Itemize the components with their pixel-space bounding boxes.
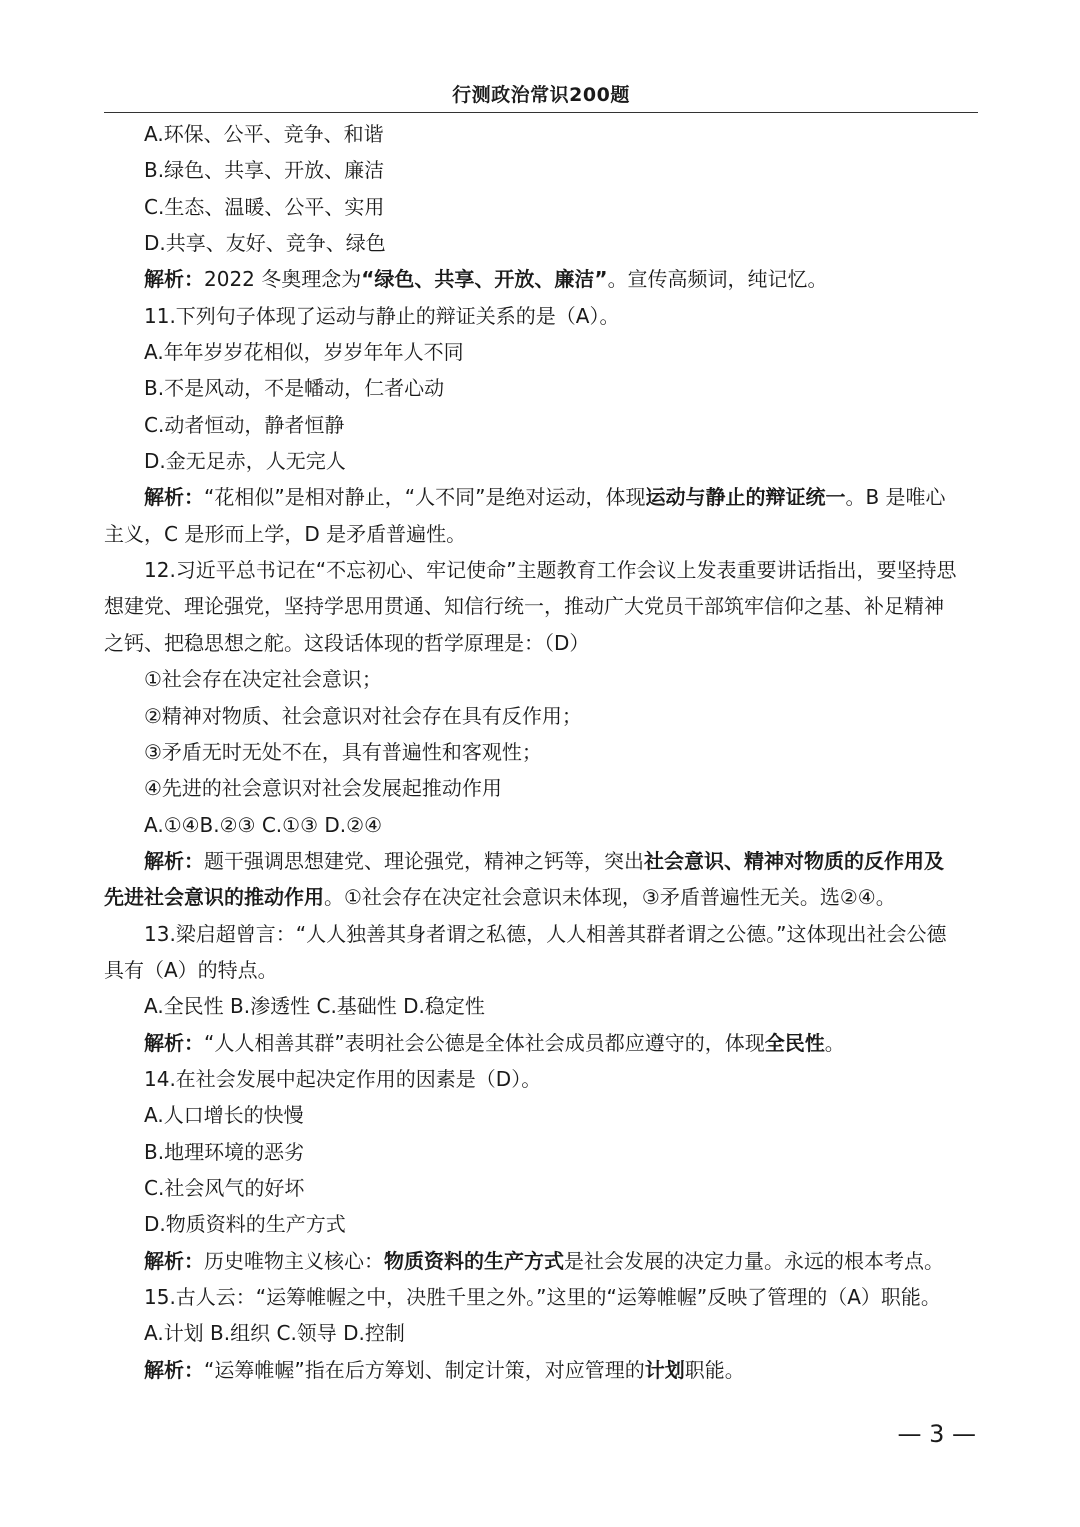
text-line	[104, 698, 978, 734]
text-line	[104, 916, 978, 952]
text-line	[104, 116, 978, 152]
text-run: 主义，C 是形而上学，D 是矛盾普遍性。	[104, 521, 467, 546]
text-run: 。	[824, 1030, 845, 1055]
text-line	[104, 1061, 978, 1097]
text-run: 15.古人云：“运筹帷幄之中，决胜千里之外。”这里的“运筹帷幄”反映了管理的（A）职能。	[144, 1285, 941, 1309]
bold-text: 解析：	[144, 485, 204, 510]
bold-text: 物质资料的生产方式	[384, 1248, 564, 1273]
text-line	[104, 807, 978, 843]
text-run: 具有（A）的特点。	[104, 957, 278, 982]
text-line	[104, 1206, 978, 1242]
text-line	[104, 625, 978, 661]
text-run: 12.习近平总书记在“不忘初心、牢记使命”主题教育工作会议上发表重要讲话指出，要坚持思	[144, 558, 957, 583]
text-run: D.共享、友好、竞争、绿色	[144, 231, 386, 256]
text-line	[104, 334, 978, 370]
header-title: 行测政治常识200题	[452, 84, 630, 106]
bold-text: 社会意识、精神对物质的反作用及	[644, 848, 944, 873]
text-run: 14.在社会发展中起决定作用的因素是（D）。	[144, 1066, 542, 1091]
bold-text: 解析：	[144, 1357, 204, 1382]
text-run: 。B 是唯心	[845, 485, 946, 510]
text-run: A.①④B.②③ C.①③ D.②④	[144, 812, 382, 837]
text-run: ④先进的社会意识对社会发展起推动作用	[144, 776, 502, 801]
text-line	[104, 1279, 978, 1315]
text-line	[104, 152, 978, 188]
text-line	[104, 370, 978, 406]
text-run: A.环保、公平、竞争、和谐	[144, 122, 384, 146]
text-run: C.社会风气的好坏	[144, 1175, 305, 1200]
text-run: D.金无足赤，人无完人	[144, 449, 346, 474]
text-line	[104, 443, 978, 479]
text-run: 是社会发展的决定力量。永远的根本考点。	[564, 1248, 944, 1273]
text-run: A.全民性 B.渗透性 C.基础性 D.稳定性	[144, 994, 485, 1019]
page-header	[104, 80, 978, 113]
text-line	[104, 1025, 978, 1061]
text-line	[104, 734, 978, 770]
bold-text: 解析：	[144, 1248, 204, 1273]
text-line	[104, 516, 978, 552]
text-run: A.人口增长的快慢	[144, 1103, 304, 1128]
bold-text: “绿色、共享、开放、廉洁”	[361, 267, 608, 292]
text-line	[104, 261, 978, 297]
text-line	[104, 588, 978, 624]
text-line	[104, 1170, 978, 1206]
bold-text: 解析：	[144, 1030, 204, 1055]
text-run: C.生态、温暖、公平、实用	[144, 194, 385, 219]
text-run: ②精神对物质、社会意识对社会存在具有反作用；	[144, 703, 582, 728]
text-run: 历史唯物主义核心：	[204, 1248, 384, 1273]
text-run: B.不是风动，不是幡动，仁者心动	[144, 376, 445, 401]
page-number: — 3 —	[897, 1420, 976, 1448]
text-line	[104, 952, 978, 988]
text-line	[104, 479, 978, 515]
bold-text: 先进社会意识的推动作用	[104, 885, 324, 910]
text-run: 。①社会存在决定社会意识未体现，③矛盾普遍性无关。选②④。	[324, 885, 896, 910]
text-line	[104, 407, 978, 443]
text-run: “人人相善其群”表明社会公德是全体社会成员都应遵守的，体现	[204, 1030, 765, 1055]
document-body	[104, 116, 978, 1388]
text-line	[104, 843, 978, 879]
text-line	[104, 552, 978, 588]
bold-text: 运动与静止的辩证统一	[645, 485, 846, 510]
text-run: C.动者恒动，静者恒静	[144, 412, 345, 437]
text-line	[104, 661, 978, 697]
text-run: “花相似”是相对静止，“人不同”是绝对运动，体现	[204, 485, 646, 510]
text-line	[104, 298, 978, 334]
text-run: 职能。	[684, 1357, 745, 1382]
text-run: 13.梁启超曾言：“人人独善其身者谓之私德，人人相善其群者谓之公德。”这体现出社会公德	[144, 921, 947, 946]
text-run: ③矛盾无时无处不在，具有普遍性和客观性；	[144, 739, 542, 764]
text-line	[104, 988, 978, 1024]
text-run: D.物质资料的生产方式	[144, 1212, 346, 1237]
bold-text: 解析：	[144, 267, 204, 292]
text-run: A.计划 B.组织 C.领导 D.控制	[144, 1321, 405, 1346]
text-line	[104, 879, 978, 915]
text-run: “运筹帷幄”指在后方筹划、制定计策，对应管理的	[204, 1357, 645, 1382]
text-line	[104, 1315, 978, 1351]
text-run: B.地理环境的恶劣	[144, 1139, 305, 1164]
text-run: 。宣传高频词，纯记忆。	[607, 267, 828, 292]
text-line	[104, 1097, 978, 1133]
text-run: 之钙、把稳思想之舵。这段话体现的哲学原理是：（D）	[104, 630, 590, 655]
bold-text: 全民性	[764, 1030, 825, 1055]
text-run: 想建党、理论强党，坚持学思用贯通、知信行统一，推动广大党员干部筑牢信仰之基、补足精神	[104, 594, 944, 619]
text-run: A.年年岁岁花相似，岁岁年年人不同	[144, 340, 464, 365]
text-line	[104, 770, 978, 806]
text-run: 11.下列句子体现了运动与静止的辩证关系的是（A）。	[144, 303, 620, 328]
text-line	[104, 189, 978, 225]
text-run: B.绿色、共享、开放、廉洁	[144, 158, 385, 183]
text-line	[104, 1243, 978, 1279]
text-run: ①社会存在决定社会意识；	[144, 667, 382, 692]
text-line	[104, 1352, 978, 1388]
text-run: 题干强调思想建党、理论强党，精神之钙等，突出	[204, 848, 644, 873]
text-line	[104, 225, 978, 261]
text-line	[104, 1134, 978, 1170]
bold-text: 解析：	[144, 848, 204, 873]
text-run: 2022 冬奥理念为	[204, 267, 362, 292]
bold-text: 计划	[644, 1357, 685, 1382]
